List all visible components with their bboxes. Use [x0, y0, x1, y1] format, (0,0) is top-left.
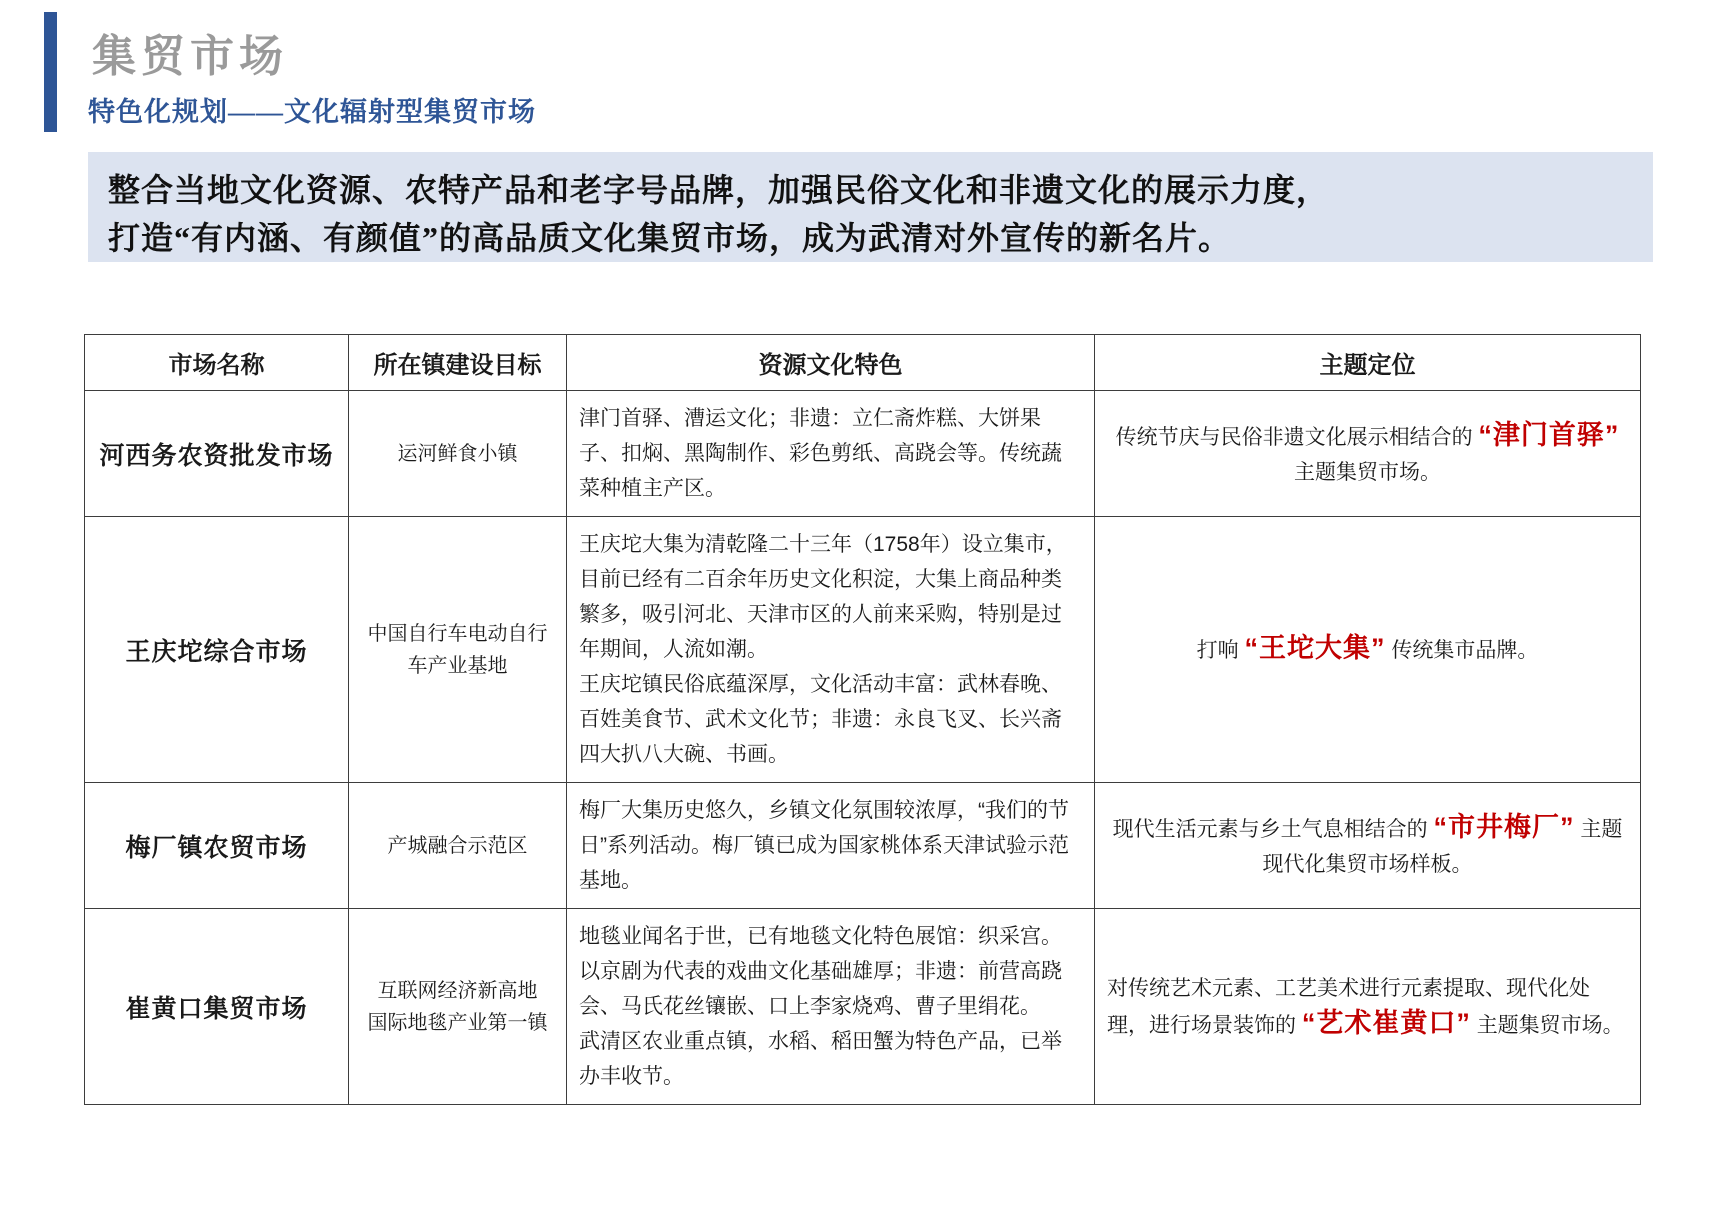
theme-highlight: “津门首驿”	[1478, 419, 1620, 450]
statement-line-2: 打造“有内涵、有颜值”的高品质文化集贸市场，成为武清对外宣传的新名片。	[108, 220, 1232, 256]
market-theme	[1095, 391, 1641, 517]
column-header-name: 市场名称	[85, 335, 349, 391]
market-name: 崔黄口集贸市场	[85, 909, 349, 1105]
market-resource: 梅厂大集历史悠久，乡镇文化氛围较浓厚，“我们的节日”系列活动。梅厂镇已成为国家桃体系天津试验示范基地。	[567, 783, 1095, 909]
market-name: 河西务农资批发市场	[85, 391, 349, 517]
page-title: 集贸市场	[92, 32, 288, 81]
table-header-row	[85, 335, 1641, 391]
theme-suffix: 主题现代化集贸市场样板。	[1262, 817, 1623, 876]
theme-highlight: “艺术崔黄口”	[1301, 1007, 1471, 1038]
column-header-goal: 所在镇建设目标	[349, 335, 567, 391]
column-header-resource: 资源文化特色	[567, 335, 1095, 391]
theme-suffix: 主题集贸市场。	[1476, 1013, 1624, 1037]
market-theme	[1095, 517, 1641, 783]
table-row	[85, 517, 1641, 783]
market-goal: 运河鲜食小镇	[349, 391, 567, 517]
theme-suffix: 主题集贸市场。	[1294, 460, 1441, 484]
table-row	[85, 391, 1641, 517]
market-name: 王庆坨综合市场	[85, 517, 349, 783]
market-theme	[1095, 783, 1641, 909]
theme-prefix: 传统节庆与民俗非遗文化展示相结合的	[1115, 425, 1473, 449]
theme-prefix: 对传统艺术元素、工艺美术进行元素提取、现代化处理，进行场景装饰的	[1107, 976, 1590, 1037]
theme-suffix: 传统集市品牌。	[1391, 639, 1539, 662]
market-resource: 津门首驿、漕运文化；非遗：立仁斋炸糕、大饼果子、扣焖、黑陶制作、彩色剪纸、高跷会等。传统蔬菜种植主产区。	[567, 391, 1095, 517]
page-subtitle: 特色化规划——文化辐射型集贸市场	[88, 97, 536, 127]
market-goal: 中国自行车电动自行车产业基地	[349, 517, 567, 783]
markets-table	[84, 334, 1641, 1105]
market-goal: 互联网经济新高地 国际地毯产业第一镇	[349, 909, 567, 1105]
theme-prefix: 现代生活元素与乡土气息相结合的	[1112, 817, 1428, 841]
theme-prefix: 打响	[1196, 639, 1239, 662]
market-name: 梅厂镇农贸市场	[85, 783, 349, 909]
column-header-theme: 主题定位	[1095, 335, 1641, 391]
header-accent-bar	[44, 12, 57, 132]
market-goal: 产城融合示范区	[349, 783, 567, 909]
theme-highlight: “市井梅厂”	[1433, 811, 1575, 842]
theme-highlight: “王坨大集”	[1244, 633, 1386, 663]
statement-line-1: 整合当地文化资源、农特产品和老字号品牌，加强民俗文化和非遗文化的展示力度，	[108, 172, 1330, 208]
market-resource: 王庆坨大集为清乾隆二十三年（1758年）设立集市，目前已经有二百余年历史文化积淀，大集上商品种类繁多，吸引河北、天津市区的人前来采购，特别是过年期间，人流如潮。 王庆坨镇民俗底蕴深厚，文化活动丰富：武林春晚、百姓美食节、武术文化节；非遗：永良飞叉、长兴斋四大扒八大碗、书画。	[567, 517, 1095, 783]
market-resource: 地毯业闻名于世，已有地毯文化特色展馆：织采宫。 以京剧为代表的戏曲文化基础雄厚；非遗：前营高跷会、马氏花丝镶嵌、口上李家烧鸡、曹子里绢花。 武清区农业重点镇，水稻、稻田蟹为特色产品，已举办丰收节。	[567, 909, 1095, 1105]
market-theme	[1095, 909, 1641, 1105]
table-row	[85, 783, 1641, 909]
statement-box	[88, 152, 1653, 262]
table-row	[85, 909, 1641, 1105]
